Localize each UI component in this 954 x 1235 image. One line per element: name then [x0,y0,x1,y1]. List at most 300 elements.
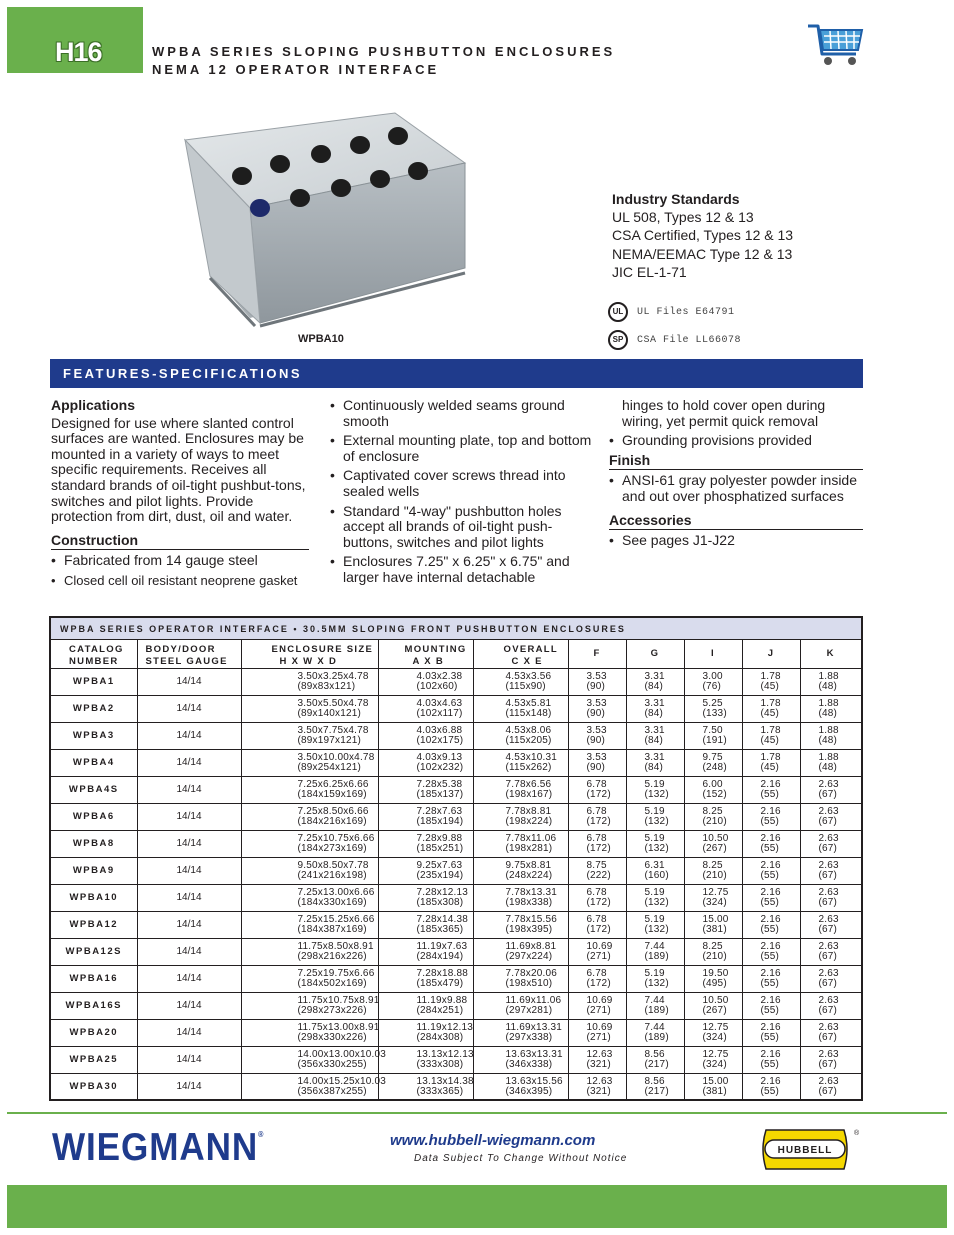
imperial-value: 6.78 [586,887,607,898]
metric-value: (284x194) [416,951,464,962]
metric-value: (84) [644,735,664,746]
hubbell-logo-text: HUBBELL [777,1145,833,1156]
value-cell [626,1047,684,1074]
table-row [51,804,861,831]
imperial-value: 2.63 [818,995,839,1006]
metric-value: (298x216x226) [297,951,367,962]
value-cell [241,858,378,885]
feature-bullet: • Enclosures 7.25" x 6.25" x 6.75" and larger have internal detachable [330,554,592,585]
table-header-line: F [593,648,601,659]
imperial-value: 7.25x6.25x6.66 [297,779,369,790]
footer-divider [7,1112,947,1114]
applications-text: Designed for use where slanted control surfaces are wanted. Enclosures may be mounted in a variety of ways to meet specific requirements. Receives all standard brands of oil-tight pushbut-tons, switches and pilot lights. Provide protection from dirt, dust, oil and water. [51,414,306,525]
table-header-cell [568,640,626,669]
imperial-value: 12.75 [702,1022,729,1033]
value-cell [378,1047,473,1074]
catalog-number-cell: WPBA30 [51,1074,137,1101]
value-cell [473,858,568,885]
catalog-number-cell: WPBA12S [51,939,137,966]
construction-heading: Construction [51,533,309,551]
imperial-value: 3.31 [644,698,665,709]
value-cell [568,750,626,777]
table-row [51,912,861,939]
imperial-value: 7.78x20.06 [505,968,557,979]
gauge-cell: 14/14 [137,966,241,993]
imperial-value: 7.78x8.81 [505,806,552,817]
metric-value: (198x167) [505,789,553,800]
metric-value: (356x387x255) [297,1086,367,1098]
imperial-value: 1.88 [818,725,839,736]
metric-value: (67) [818,1059,838,1070]
imperial-value: 7.78x6.56 [505,779,552,790]
industry-standards-title: Industry Standards [612,191,740,207]
features-column-1 [51,398,309,593]
imperial-value: 7.78x15.56 [505,914,557,925]
metric-value: (210) [702,951,727,962]
value-cell [684,750,742,777]
imperial-value: 2.63 [818,806,839,817]
value-cell [800,696,861,723]
metric-value: (189) [644,1032,669,1043]
imperial-value: 15.00 [702,914,729,925]
value-cell [800,912,861,939]
metric-value: (48) [818,681,838,692]
value-cell [742,804,800,831]
gauge-cell: 14/14 [137,669,241,696]
table-row [51,696,861,723]
metric-value: (184x273x169) [297,843,367,854]
metric-value: (184x502x169) [297,978,367,989]
value-cell [626,966,684,993]
imperial-value: 2.16 [760,914,781,925]
table-header-line: A X B [412,656,444,667]
value-cell [568,993,626,1020]
metric-value: (55) [760,789,780,800]
metric-value: (76) [702,681,722,692]
imperial-value: 9.50x8.50x7.78 [297,860,369,871]
metric-value: (55) [760,1086,780,1098]
imperial-value: 2.63 [818,887,839,898]
value-cell [568,1047,626,1074]
features-column-2 [330,398,592,590]
imperial-value: 2.63 [818,860,839,871]
imperial-value: 5.19 [644,833,665,844]
metric-value: (284x308) [416,1032,464,1043]
website-link[interactable]: www.hubbell-wiegmann.com [390,1132,596,1149]
value-cell [684,993,742,1020]
metric-value: (89x140x121) [297,708,362,719]
gauge-cell: 14/14 [137,885,241,912]
gauge-cell: 14/14 [137,777,241,804]
shopping-cart-icon[interactable] [806,20,866,68]
gauge-cell: 14/14 [137,1020,241,1047]
table-header-line: OVERALL [503,644,558,655]
metric-value: (90) [586,708,606,719]
value-cell [684,966,742,993]
value-cell [742,723,800,750]
value-cell [800,723,861,750]
metric-value: (172) [586,924,611,935]
value-cell [378,804,473,831]
metric-value: (324) [702,897,727,908]
table-header-line: I [711,648,715,659]
value-cell [684,804,742,831]
gauge-cell: 14/14 [137,858,241,885]
value-cell [473,723,568,750]
metric-value: (90) [586,681,606,692]
metric-value: (189) [644,951,669,962]
section-tab-label: H16 [55,37,102,67]
imperial-value: 6.78 [586,779,607,790]
value-cell [241,939,378,966]
table-header-cell [626,640,684,669]
feature-bullet: • Standard "4-way" pushbutton holes accept all brands of oil-tight push-buttons, switches and pilot lights [330,504,592,551]
imperial-value: 2.63 [818,914,839,925]
value-cell [742,939,800,966]
imperial-value: 2.63 [818,968,839,979]
metric-value: (172) [586,816,611,827]
metric-value: (67) [818,816,838,827]
value-cell [473,939,568,966]
metric-value: (55) [760,1005,780,1016]
metric-value: (55) [760,951,780,962]
metric-value: (198x510) [505,978,553,989]
catalog-number-cell: WPBA2 [51,696,137,723]
header-subtitle: NEMA 12 OPERATOR INTERFACE [152,62,440,77]
metric-value: (160) [644,870,669,881]
table-row [51,966,861,993]
imperial-value: 7.50 [702,725,723,736]
metric-value: (55) [760,843,780,854]
imperial-value: 3.31 [644,671,665,682]
value-cell [800,1047,861,1074]
table-header-cell [684,640,742,669]
value-cell [241,966,378,993]
value-cell [378,858,473,885]
imperial-value: 11.69x11.06 [505,995,562,1006]
imperial-value: 6.78 [586,833,607,844]
metric-value: (172) [586,789,611,800]
value-cell [241,750,378,777]
imperial-value: 2.16 [760,1022,781,1033]
metric-value: (48) [818,762,838,773]
feature-bullet: • Captivated cover screws thread into sealed wells [330,468,592,499]
metric-value: (217) [644,1086,669,1098]
value-cell [626,939,684,966]
metric-value: (297x281) [505,1005,553,1016]
imperial-value: 2.16 [760,968,781,979]
value-cell [742,912,800,939]
imperial-value: 2.63 [818,833,839,844]
value-cell [378,669,473,696]
imperial-value: 1.78 [760,671,781,682]
metric-value: (55) [760,897,780,908]
imperial-value: 14.00x13.00x10.03 [297,1049,386,1060]
metric-value: (55) [760,1032,780,1043]
gauge-cell: 14/14 [137,804,241,831]
gauge-cell: 14/14 [137,1047,241,1074]
value-cell [684,777,742,804]
imperial-value: 7.44 [644,1022,665,1033]
metric-value: (185x308) [416,897,464,908]
imperial-value: 11.19x12.13 [416,1022,474,1033]
ul-logo-icon: UL [608,302,628,322]
value-cell [378,696,473,723]
catalog-number-cell: WPBA16 [51,966,137,993]
metric-value: (297x224) [505,951,553,962]
imperial-value: 2.63 [818,779,839,790]
table-header-cell [742,640,800,669]
imperial-value: 5.19 [644,887,665,898]
table-row [51,831,861,858]
metric-value: (271) [586,1032,611,1043]
table-header-line: MOUNTING [404,644,467,655]
imperial-value: 12.75 [702,1049,729,1060]
value-cell [626,858,684,885]
metric-value: (55) [760,1059,780,1070]
wiegmann-logo [52,1126,264,1170]
value-cell [626,885,684,912]
table-header-line: NUMBER [69,656,119,667]
value-cell [684,723,742,750]
value-cell [684,831,742,858]
value-cell [378,777,473,804]
imperial-value: 13.13x12.13 [416,1049,474,1060]
footer-band [7,1185,947,1228]
metric-value: (115x262) [505,762,552,773]
imperial-value: 10.50 [702,995,729,1006]
csa-logo-icon: SP [608,330,628,350]
table-header-cell [800,640,861,669]
value-cell [568,777,626,804]
notice-text: Data Subject To Change Without Notice [414,1153,628,1164]
metric-value: (67) [818,843,838,854]
value-cell [626,1020,684,1047]
value-cell [742,1047,800,1074]
value-cell [684,1047,742,1074]
value-cell [568,1020,626,1047]
metric-value: (381) [702,1086,727,1098]
value-cell [684,696,742,723]
metric-value: (198x224) [505,816,553,827]
value-cell [473,912,568,939]
value-cell [378,885,473,912]
imperial-value: 5.19 [644,914,665,925]
value-cell [568,696,626,723]
metric-value: (102x60) [416,681,458,692]
value-cell [626,993,684,1020]
value-cell [473,804,568,831]
metric-value: (84) [644,681,664,692]
value-cell [684,939,742,966]
imperial-value: 19.50 [702,968,729,979]
metric-value: (333x308) [416,1059,464,1070]
gauge-cell: 14/14 [137,723,241,750]
imperial-value: 10.69 [586,995,613,1006]
imperial-value: 7.28x12.13 [416,887,468,898]
metric-value: (217) [644,1059,669,1070]
catalog-number-cell: WPBA1 [51,669,137,696]
metric-value: (267) [702,843,727,854]
catalog-number-cell: WPBA10 [51,885,137,912]
imperial-value: 12.75 [702,887,729,898]
value-cell [684,669,742,696]
imperial-value: 6.00 [702,779,723,790]
value-cell [800,669,861,696]
gauge-cell: 14/14 [137,831,241,858]
value-cell [742,858,800,885]
table-header-cell [378,640,473,669]
metric-value: (55) [760,816,780,827]
catalog-number-cell: WPBA9 [51,858,137,885]
metric-value: (102x232) [416,762,464,773]
metric-value: (321) [586,1059,611,1070]
value-cell [800,858,861,885]
imperial-value: 4.53x3.56 [505,671,552,682]
metric-value: (185x251) [416,843,464,854]
imperial-value: 13.63x15.56 [505,1076,563,1088]
metric-value: (333x365) [416,1086,464,1098]
imperial-value: 7.28x18.88 [416,968,468,979]
imperial-value: 8.56 [644,1049,665,1060]
gauge-cell: 14/14 [137,696,241,723]
value-cell [378,966,473,993]
value-cell [473,777,568,804]
imperial-value: 5.19 [644,968,665,979]
table-header-line: K [826,648,835,659]
value-cell [241,696,378,723]
table-row [51,858,861,885]
metric-value: (67) [818,978,838,989]
imperial-value: 3.53 [586,698,607,709]
value-cell [684,1020,742,1047]
standard-item: JIC EL-1-71 [612,263,687,280]
imperial-value: 7.78x11.06 [505,833,557,844]
metric-value: (210) [702,870,727,881]
metric-value: (189) [644,1005,669,1016]
table-header-cell [51,640,137,669]
metric-value: (55) [760,870,780,881]
construction-bullet: • Closed cell oil resistant neoprene gasket [51,573,309,589]
metric-value: (67) [818,897,838,908]
value-cell [800,804,861,831]
imperial-value: 9.75 [702,752,723,763]
imperial-value: 3.50x10.00x4.78 [297,752,375,763]
value-cell [568,858,626,885]
imperial-value: 1.78 [760,698,781,709]
imperial-value: 3.31 [644,725,665,736]
metric-value: (298x273x226) [297,1005,367,1016]
table-header-line: STEEL GAUGE [145,656,228,667]
value-cell [378,939,473,966]
value-cell [473,966,568,993]
metric-value: (48) [818,708,838,719]
metric-value: (115x148) [505,708,552,719]
table-header-line: BODY/DOOR [145,644,216,655]
value-cell [378,993,473,1020]
metric-value: (132) [644,897,669,908]
metric-value: (115x90) [505,681,546,692]
value-cell [473,885,568,912]
imperial-value: 1.78 [760,725,781,736]
table-row [51,750,861,777]
value-cell [473,696,568,723]
value-cell [568,1074,626,1101]
imperial-value: 8.75 [586,860,607,871]
feature-continuation: hinges to hold cover open during wiring, yet permit quick removal [622,397,826,429]
table-header-line: ENCLOSURE SIZE [271,644,374,655]
value-cell [742,1020,800,1047]
value-cell [241,885,378,912]
imperial-value: 13.63x13.31 [505,1049,563,1060]
metric-value: (45) [760,762,780,773]
metric-value: (356x330x255) [297,1059,367,1070]
table-row [51,723,861,750]
value-cell [626,669,684,696]
metric-value: (271) [586,1005,611,1016]
imperial-value: 6.78 [586,914,607,925]
value-cell [742,777,800,804]
accessories-bullet: • See pages J1-J22 [609,533,863,549]
imperial-value: 10.50 [702,833,729,844]
table-header-row [51,640,861,669]
imperial-value: 6.78 [586,806,607,817]
value-cell [378,1020,473,1047]
hubbell-registered-mark: ® [854,1130,860,1137]
imperial-value: 2.16 [760,995,781,1006]
metric-value: (102x117) [416,708,463,719]
metric-value: (191) [702,735,727,746]
metric-value: (185x365) [416,924,464,935]
value-cell [742,993,800,1020]
imperial-value: 3.31 [644,752,665,763]
metric-value: (67) [818,951,838,962]
metric-value: (102x175) [416,735,464,746]
metric-value: (198x338) [505,897,553,908]
value-cell [742,1074,800,1101]
metric-value: (89x197x121) [297,735,362,746]
imperial-value: 12.63 [586,1049,613,1060]
imperial-value: 5.25 [702,698,723,709]
imperial-value: 2.63 [818,1076,839,1088]
metric-value: (132) [644,978,669,989]
value-cell [473,831,568,858]
value-cell [241,993,378,1020]
table-header-cell [241,640,378,669]
imperial-value: 2.16 [760,941,781,952]
catalog-number-cell: WPBA25 [51,1047,137,1074]
metric-value: (324) [702,1059,727,1070]
imperial-value: 8.25 [702,806,723,817]
value-cell [626,696,684,723]
imperial-value: 11.75x10.75x8.91 [297,995,380,1006]
imperial-value: 4.03x9.13 [416,752,463,763]
imperial-value: 4.03x6.88 [416,725,463,736]
value-cell [626,831,684,858]
table-header-line: G [650,648,660,659]
value-cell [684,885,742,912]
feature-bullet: • Grounding provisions provided [609,433,863,449]
imperial-value: 4.03x4.63 [416,698,463,709]
standard-item: CSA Certified, Types 12 & 13 [612,227,794,244]
table-title: WPBA SERIES OPERATOR INTERFACE • 30.5MM SLOPING FRONT PUSHBUTTON ENCLOSURES [51,618,861,640]
photo-caption: WPBA10 [298,333,344,345]
standard-item: NEMA/EEMAC Type 12 & 13 [612,245,793,262]
imperial-value: 4.53x10.31 [505,752,557,763]
imperial-value: 7.44 [644,941,665,952]
ul-file-text: UL Files E64791 [637,307,735,318]
imperial-value: 3.53 [586,671,607,682]
